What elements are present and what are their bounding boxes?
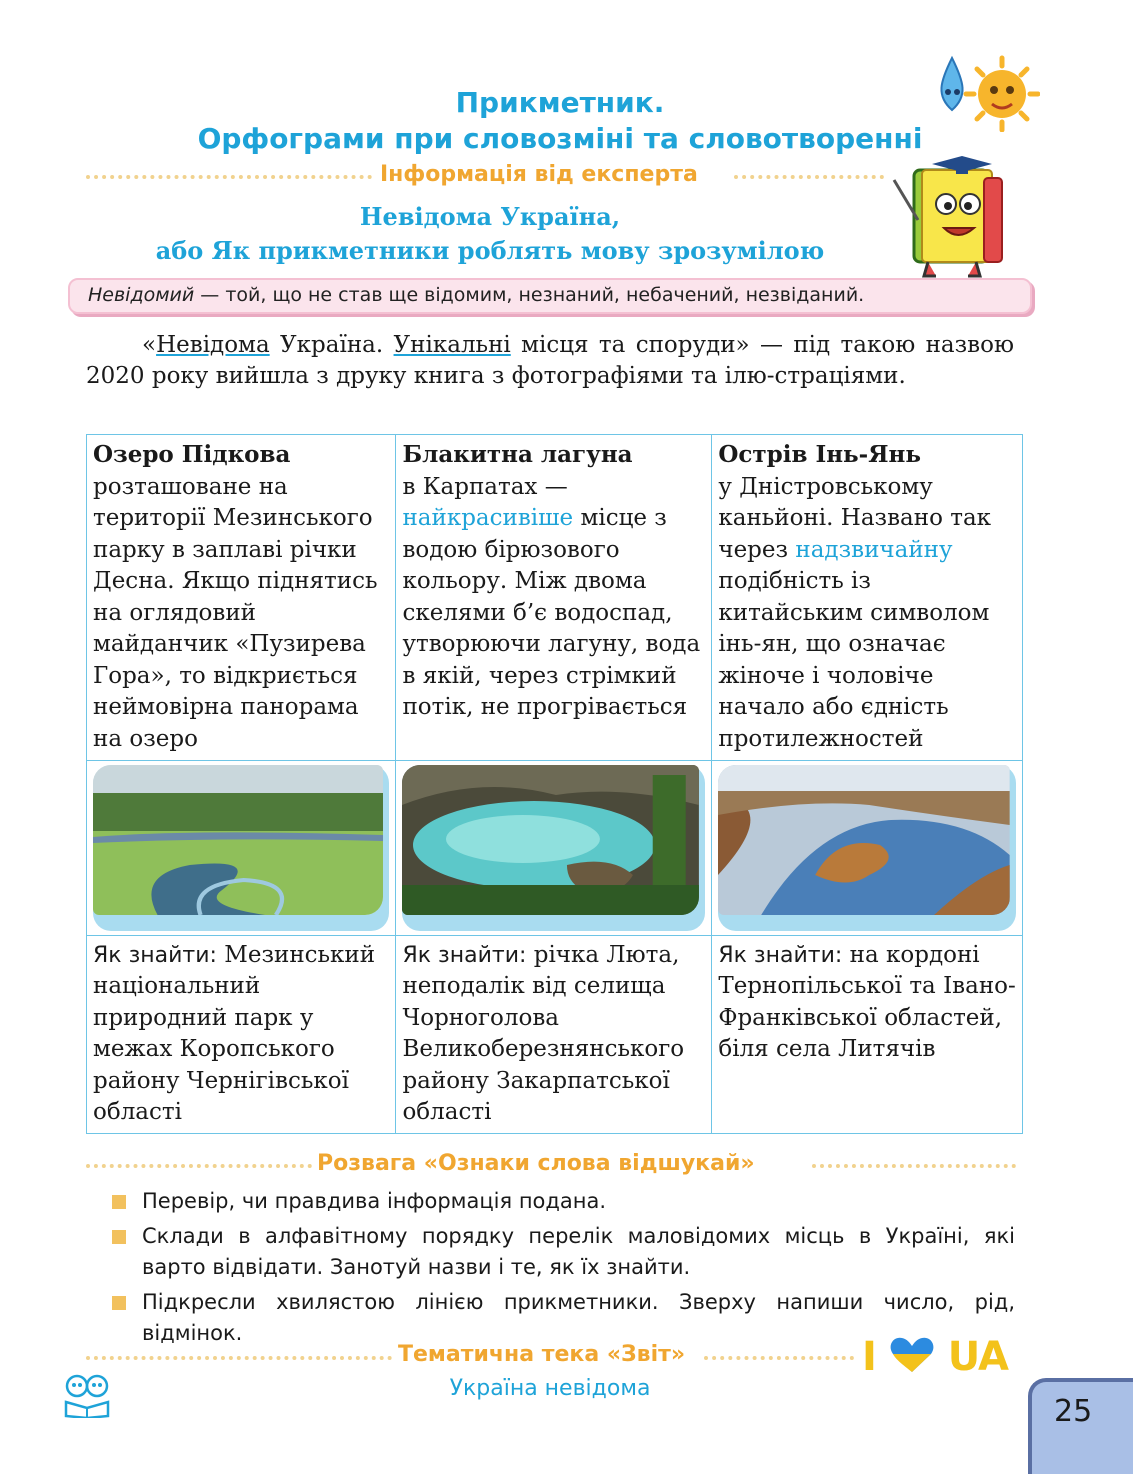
place-description: подібність із китайським символом інь-ян, що означає жіноче і чоловіче начало або єдність протилежностей: [718, 568, 990, 752]
place-location-cell: [87, 935, 396, 1133]
dotted-divider: [734, 175, 884, 179]
intro-paragraph: [86, 330, 1014, 392]
definition-text: [88, 284, 864, 306]
place-location: Мезинський національний природний парк у межах Коропського району Чернігівської області: [93, 941, 376, 1125]
thematic-folder-topic: Україна невідома: [449, 1376, 651, 1401]
dotted-divider: [86, 175, 372, 179]
place-location: на кордоні Тернопільської та Івано-Франківської областей, біля села Литячів: [718, 941, 1016, 1062]
yin-yang-island-photo: [718, 765, 1010, 915]
place-description: в Карпатах —: [402, 473, 568, 500]
place-description-cell: [87, 435, 396, 761]
dotted-divider: [86, 1356, 392, 1360]
place-name: Блакитна лагуна: [402, 441, 633, 468]
i-love-ua-logo: [862, 1334, 1008, 1380]
highlighted-adjective: найкрасивіше: [402, 505, 574, 531]
task-item: Підкресли хвилястою лінією прикметники. Зверху напиши число, рід, відмінок.: [112, 1287, 1015, 1349]
page-number: 25: [1054, 1394, 1093, 1429]
dotted-divider: [86, 1164, 312, 1168]
place-name: Озеро Підкова: [93, 441, 291, 468]
intro-text: Україна.: [269, 332, 394, 358]
dotted-divider: [812, 1164, 1016, 1168]
article-title-line2: або Як прикметники роблять мову зрозумілою: [155, 236, 825, 265]
place-description-cell: [396, 435, 712, 761]
intro-text: місця та споруди» — під такою назвою 2020 року вийшла з друку книга з фотографіями та ілю-страціями.: [86, 332, 1014, 389]
photo-cell: [712, 761, 1023, 936]
sun-drop-mascot-icon: [930, 52, 1040, 132]
how-to-find-label: Як знайти:: [718, 942, 843, 968]
place-description-cell: [712, 435, 1023, 761]
place-location-cell: [396, 935, 712, 1133]
highlighted-adjective: надзвичайну: [795, 536, 953, 563]
place-location-cell: [712, 935, 1023, 1133]
underlined-word: Унікальні: [393, 332, 511, 358]
page-title-line2: Орфограми при словозміні та словотворенні: [197, 122, 923, 155]
places-table: [86, 434, 1023, 1134]
photo-frame: [402, 765, 705, 931]
intro-quote: «: [142, 332, 157, 358]
section-heading-folder: Тематична тека «Звіт»: [398, 1342, 686, 1367]
place-name: Острів Інь-Янь: [718, 441, 921, 468]
ua-logo-text: UA: [947, 1334, 1008, 1380]
blue-lagoon-photo: [402, 765, 699, 915]
task-item: Склади в алфавітному порядку перелік маловідомих місць в Україні, які варто відвідати. Занотуй назви і те, як їх знайти.: [112, 1221, 1015, 1283]
task-item: Перевір, чи правдива інформація подана.: [112, 1186, 1015, 1217]
dotted-divider: [704, 1356, 854, 1360]
article-title-line1: Невідома Україна,: [359, 202, 621, 231]
definition-term: Невідомий: [88, 284, 195, 306]
lake-pidkova-photo: [93, 765, 383, 915]
photo-frame: [93, 765, 389, 931]
reading-kids-icon: [62, 1372, 112, 1418]
photo-cell: [396, 761, 712, 936]
place-description: місце з водою бірюзового кольору. Між двома скелями б’є водоспад, утворюючи лагуну, вода в якій, через стрімкий потік, не прогрівається: [402, 505, 701, 720]
place-location: річка Люта, неподалік від селища Чорноголова Великоберезнянського району Закарпатської області: [402, 941, 685, 1125]
task-list: [112, 1186, 1015, 1353]
photo-frame: [718, 765, 1016, 931]
heart-icon: [889, 1336, 935, 1374]
definition-body: — той, що не став ще відомим, незнаний, небачений, незвіданий.: [194, 284, 865, 306]
place-description: у Дністровському каньйоні. Названо так через: [718, 473, 992, 563]
photo-cell: [87, 761, 396, 936]
underlined-word: Невідома: [156, 332, 270, 358]
how-to-find-label: Як знайти:: [402, 942, 527, 968]
how-to-find-label: Як знайти:: [93, 942, 217, 968]
place-description: розташоване на території Мезинського парку в заплаві річки Десна. Якщо піднятись на оглядовий майданчик «Пузирева Гора», то відкриється неймовірна панорама на озеро: [93, 473, 378, 752]
book-mascot-icon: [884, 150, 1024, 282]
page-title-line1: Прикметник.: [455, 86, 665, 119]
ua-logo-letter: I: [862, 1334, 876, 1380]
section-heading-game: Розвага «Ознаки слова відшукай»: [317, 1151, 755, 1176]
section-heading-expert: Інформація від експерта: [380, 162, 698, 187]
